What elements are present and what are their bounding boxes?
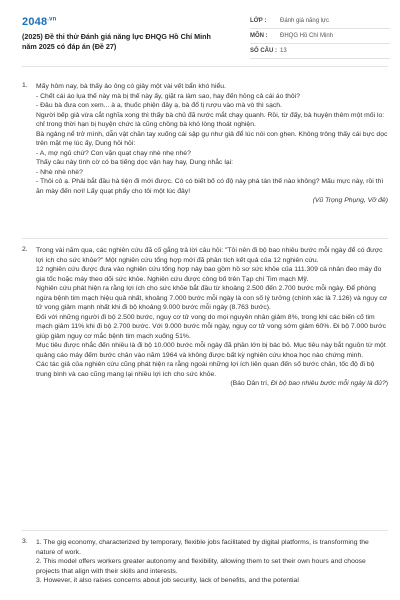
source-title: Đi bộ bao nhiêu bước mỗi ngày là đủ? [270,380,386,387]
header [0,0,400,62]
exam-meta [250,14,390,59]
meta-value: ĐHQG Hồ Chí Minh [280,33,334,39]
logo-text: 2048 [22,16,48,28]
passage-line: Mấy hôm nay, bà thấy ảo ông có giây một vài vết bẩn khó hiểu. [36,83,226,90]
passage-line: Trong vài năm qua, các nghiên cứu đã cố gắng trả lời câu hỏi: "Tôi nên đi bộ bao nhiêu bước mỗi ngày để có được lợi ích cho sức khỏe?" Một nghiên cứu tổng hợp mới đã phân tích kết quả của 12 nghiên cứu. [36,247,383,264]
meta-row-subject [250,29,390,44]
passage-line: - A, mợ ngủ chứ? Con vặn quạt chạy nhè nhẹ nhé? [36,149,191,157]
passage-source: (Vũ Trọng Phụng, Vỡ đê) [312,197,388,204]
passage-line: Nghiên cứu phát hiện ra rằng lợi ích cho sức khỏe bắt đầu từ khoảng 2.500 đến 2.700 bước mỗi ngày. Để phòng ngừa bệnh tim mạch hiệu quả nhất, khoảng 7.000 bước mỗi ngày là con số lý tưởng (chính xác là 7.126) và nguy cơ tử vong giảm mạnh nhất khi đi bộ khoảng 9.000 bước mỗi ngày (8.763 bước). [36,285,388,311]
question-divider [22,238,388,239]
passage-line: Mục tiêu được nhắc đến nhiều là đi bộ 10.000 bước mỗi ngày đã phần lớn bị bác bỏ. Mục tiêu này bắt nguồn từ một quảng cáo máy đếm bước chân vào năm 1964 và không được bất kỳ nghiên cứu khoa học nào chứng minh. [36,342,386,359]
logo-suffix: .vn [47,16,57,23]
passage-line: - Nhè nhè nhè? [36,168,83,176]
passage-line: - Đâu bà đưa con xem... à a, thuốc phiện đây ạ, bà đổ tị rượu vào mà vò thì sạch. [36,102,282,109]
meta-row-class [250,14,390,29]
passage-line: - Chết cái áo lụa thế này mà bị thế này ấy, giặt ra làm sao, hay đến hỏng cả cái áo thôi? [36,92,300,100]
passage-line: 2. This model offers workers greater autonomy and flexibility, allowing them to set their own hours and choose projects that align with their skills and interests. [36,558,366,575]
source-suffix: ) [385,380,388,387]
passage-line: Đối với những người đi bộ 2.500 bước, nguy cơ tử vong do mọi nguyên nhân giảm 8%, trong khi các biến cố tim mạch giảm 11% khi đi bộ 2.700 bước. Với 9.000 bước mỗi ngày, nguy cơ tử vong sớm giảm 60%. Đi bộ 7.000 bước giúp giảm nguy cơ mắc bệnh tim mạch xuống 51%. [36,313,386,340]
passage-line: Thấy câu này tình cờ có ba tiếng dọc vận hay hay, Dung nhắc lại: [36,159,234,166]
question-number: 1. [22,82,28,89]
question-passage [36,246,388,389]
passage-line: 1. The gig economy, characterized by temporary, flexible jobs facilitated by digital platforms, is transforming the nature of work. [36,539,369,556]
question-number: 3. [22,538,28,545]
passage-line: Người bếp giả vừa cắt nghĩa xong thì thấy bà chủ đã nước mắt chạy quanh. Rồi, từ đấy, bà huyện thêm một mối lo: chỉ trong thời hạn bị huyện chức là cũng chồng bà khó lòng thoát nghiện. [36,111,385,128]
passage-line: 12 nghiên cứu được đưa vào nghiên cứu tổng hợp này bao gồm hồ sơ sức khỏe của 111.309 cá nhân đeo máy đo gia tốc hoặc máy theo dõi sức khỏe. Nghiên cứu được công bố trên Tạp chí Tim mạch Mỹ. [36,266,382,283]
question-passage [36,82,388,206]
passage-line: Bà ngảng nể trở mình, dẫn vật chăn tay xuống cái sập gụ như giả để lúc nói con ghen. Không trông thấy cái bực dọc trên mặt mẹ lúc ấy, Dung hỏi hỏi: [36,130,388,147]
passage-line: - Thôi cô ạ. Phải bắt đầu hà tiện đi mới được. Có có biết bố có độ này phá tán thế nào không? Mấu mực này, rồi thì ăn mày đến nơi! Lấy quạt phẩy cho tôi một lúc đây! [36,178,384,195]
meta-row-count [250,44,390,59]
meta-value: Đánh giá năng lực [280,18,330,24]
passage-line: 3. However, it also raises concerns about job security, lack of benefits, and the potential [36,577,299,584]
source-prefix: (Báo Dân trí, [230,380,271,387]
passage-source [36,379,388,389]
question-number: 2. [22,246,28,253]
site-logo[interactable] [22,16,57,28]
exam-title: (2025) Đề thi thử Đánh giá năng lực ĐHQG Hồ Chí Minh năm 2025 có đáp án (Đề 27) [22,32,211,51]
question-passage [36,538,388,586]
passage-line: Các tác giả của nghiên cứu cũng phát hiện ra rằng ngoài những lợi ích liên quan đến số bước chân, tốc độ đi bộ trung bình và cao cũng mang lại nhiều lợi ích cho sức khỏe. [36,361,375,378]
meta-value: 13 [280,48,287,54]
meta-label: SỐ CÂU : [250,48,277,54]
question-divider [22,530,388,531]
meta-label: MÔN : [250,33,268,39]
meta-label: LỚP : [250,18,267,24]
header-divider [22,66,388,67]
